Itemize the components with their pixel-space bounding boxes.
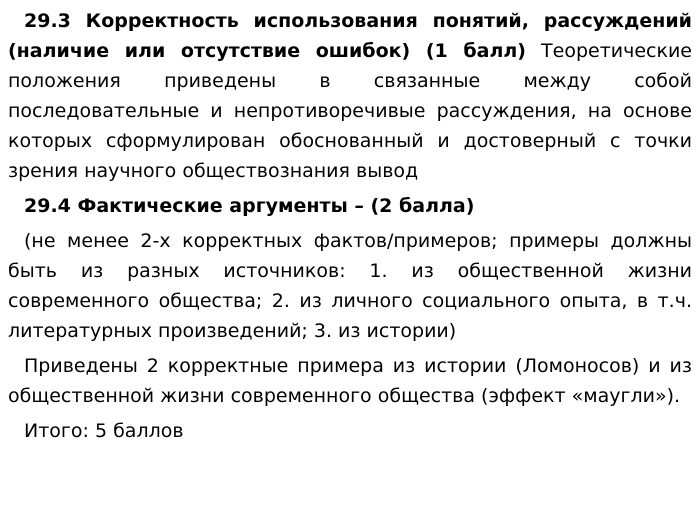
grading-criteria-document (8, 6, 692, 446)
criterion-29-4-requirements: (не менее 2-х корректных фактов/примеров; примеры должны быть из разных источников: 1. из общественной жизни современного общества; 2. из личного социального опыта, в т.ч. литературных произведений; 3. из истории) (8, 230, 692, 342)
criterion-29-3-heading: 29.3 Корректность использования понятий, рассуждений (наличие или отсутствие ошибок) (1 балл) (8, 10, 692, 62)
criterion-29-3-paragraph (8, 6, 692, 186)
criterion-29-3-body: Теоретические положения приведены в связанные между собой последовательные и непротиворечивые рассуждения, на основе которых сформулирован обоснованный и достоверный с точки зрения научного обществознания вывод (8, 40, 692, 182)
criterion-29-4-assessment: Приведены 2 корректные примера из истории (Ломоносов) и из общественной жизни современного общества (эффект «маугли»). (8, 355, 692, 407)
criterion-29-4-heading: 29.4 Фактические аргументы – (2 балла) (24, 195, 475, 217)
total-score: Итого: 5 баллов (24, 420, 184, 442)
